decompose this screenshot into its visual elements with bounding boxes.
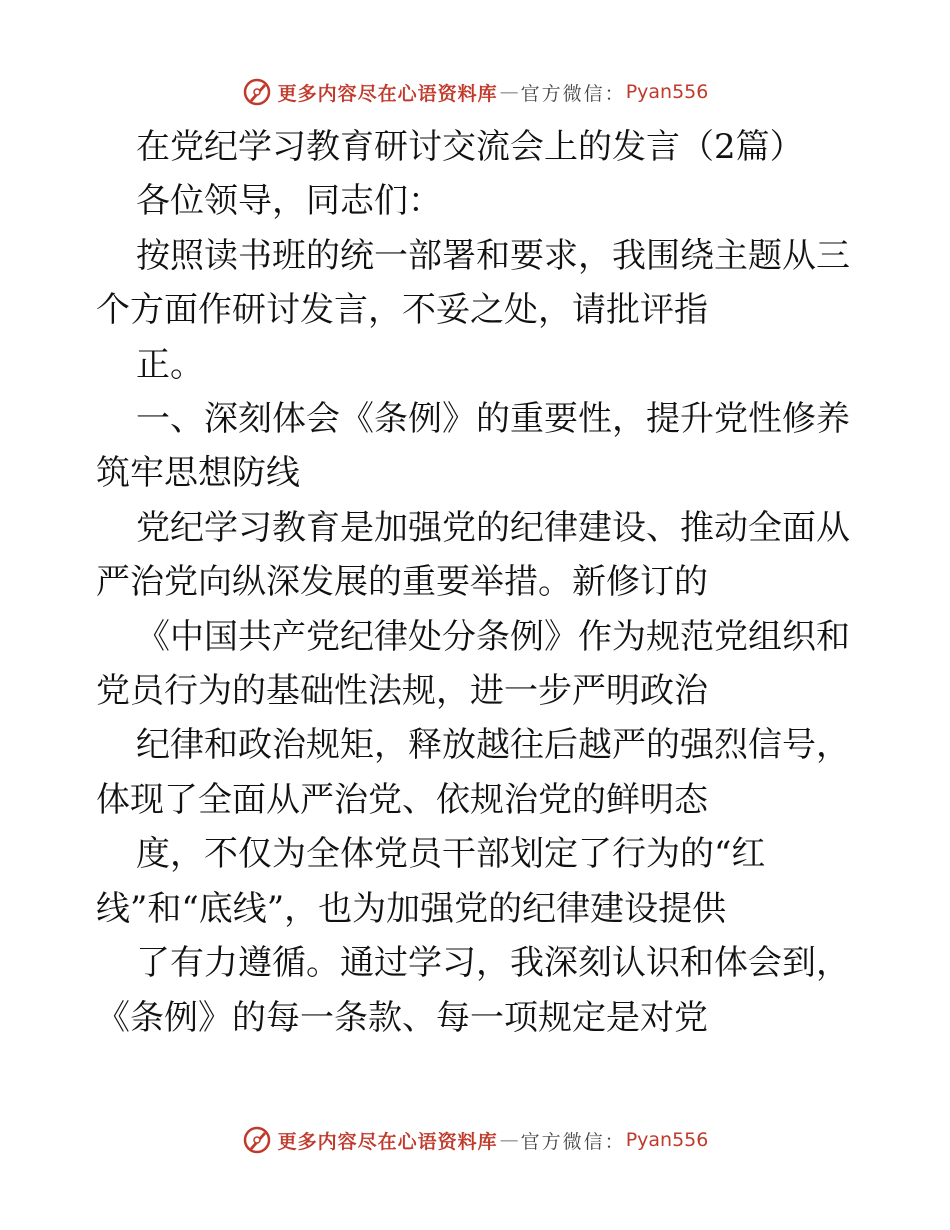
banner-wechat-label: 官方微信： [520,82,626,105]
banner-wechat-label: 官方微信： [520,1130,626,1153]
body-line: 《条例》的每一条款、每一项规定是对党 [96,997,708,1038]
body-line: 党员行为的基础性法规，进一步严明政治 [96,671,708,712]
banner-wechat-id: Pyan556 [625,1129,709,1151]
salutation: 各位领导，同志们： [136,181,442,222]
banner-brand: 更多内容尽在心语资料库 [277,82,498,105]
body-line: 严治党向纵深发展的重要举措。新修订的 [96,562,708,603]
body-line: 个方面作研讨发言，不妥之处，请批评指 [96,290,708,331]
section-heading: 筑牢思想防线 [96,453,300,494]
footer-banner [0,1120,950,1160]
body-line: 正。 [136,344,204,385]
body-line: 度，不仅为全体党员干部划定了行为的“红 [136,834,766,875]
section-heading: 一、深刻体会《条例》的重要性，提升党性修养 [136,399,850,440]
body-line: 按照读书班的统一部署和要求，我围绕主题从三 [136,235,850,276]
body-line: 《中国共产党纪律处分条例》作为规范党组织和 [136,616,850,657]
banner-separator: — [499,1129,519,1151]
header-banner [0,72,950,112]
document-body [96,120,856,1045]
quill-pen-circle-icon [242,1125,272,1155]
banner-separator: — [499,81,519,103]
body-line: 了有力遵循。通过学习，我深刻认识和体会到， [136,943,850,984]
banner-brand: 更多内容尽在心语资料库 [277,1130,498,1153]
quill-pen-circle-icon [242,77,272,107]
body-line: 线”和“底线”，也为加强党的纪律建设提供 [96,888,727,929]
body-line: 党纪学习教育是加强党的纪律建设、推动全面从 [136,507,850,548]
banner-wechat-id: Pyan556 [625,81,709,103]
document-title: 在党纪学习教育研讨交流会上的发言（2篇） [136,127,804,167]
body-line: 体现了全面从严治党、依规治党的鲜明态 [96,779,708,820]
body-line: 纪律和政治规矩，释放越往后越严的强烈信号， [136,725,850,766]
